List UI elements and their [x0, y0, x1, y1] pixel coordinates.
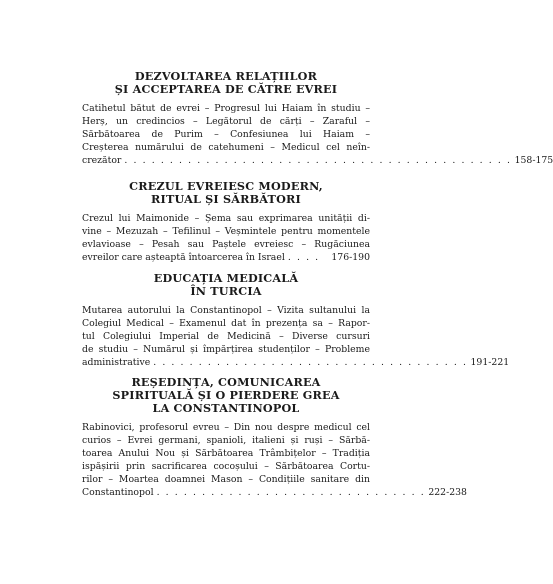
summary-line: Crezul lui Maimonide – Șema sau exprimarea unității di-: [82, 213, 370, 224]
dot-leader: . . . . . . . . . . . . . . . . . . . . . . . . . . . . . . . . . . .: [153, 357, 468, 368]
section-heading: [82, 376, 370, 415]
summary-line: vine – Mezuzah – Tefilinul – Veșmintele pentru momentele: [82, 226, 370, 237]
heading-line: REȘEDINȚA, COMUNICAREA: [131, 375, 321, 389]
summary-last-line: [82, 154, 553, 167]
heading-line: ÎN TURCIA: [190, 284, 262, 298]
summary-line: toarea Anului Nou și Sărbătoarea Trâmbițelor – Tradiția: [82, 448, 370, 459]
section-summary: [82, 102, 553, 167]
summary-line-end: administrative: [82, 357, 151, 368]
dot-leader: . . . . . . . . . . . . . . . . . . . . . . . . . . . . . .: [156, 487, 426, 498]
summary-line-end: evreilor care așteaptă întoarcerea în Israel: [82, 252, 285, 263]
heading-line: RITUAL ȘI SĂRBĂTORI: [151, 192, 301, 206]
summary-line: Colegiul Medical – Examenul dat în prezența sa – Rapor-: [82, 318, 370, 329]
summary-line: rilor – Moartea doamnei Mason – Condițiile sanitare din: [82, 474, 370, 485]
dot-leader: . . . . . . . . . . . . . . . . . . . . . . . . . . . . . . . . . . . . . . . . . . .: [124, 155, 512, 166]
summary-line-end: Constantinopol: [82, 487, 154, 498]
section-summary: [82, 304, 510, 369]
summary-line: Creșterea numărului de catehumeni – Medicul cel neîn-: [82, 142, 370, 153]
summary-line: tul Colegiului Imperial de Medicină – Diverse cursuri: [82, 331, 370, 342]
summary-last-line: [82, 356, 510, 369]
heading-line: LA CONSTANTINOPOL: [152, 401, 300, 415]
toc-section-3: [82, 271, 510, 369]
page-range: 176-190: [331, 252, 370, 263]
section-heading: [82, 70, 370, 96]
toc-section-4: [82, 375, 467, 499]
heading-line: CREZUL EVREIESC MODERN,: [129, 179, 323, 193]
toc-section-1: [82, 69, 553, 167]
summary-last-line: [82, 251, 370, 264]
summary-line: evlavioase – Pesah sau Paștele evreiesc – Rugăciunea: [82, 239, 370, 250]
summary-line: Mutarea autorului la Constantinopol – Vizita sultanului la: [82, 305, 370, 316]
summary-line: Rabinovici, profesorul evreu – Din nou despre medicul cel: [82, 422, 370, 433]
toc-section-2: [82, 180, 370, 264]
summary-line: Herș, un credincios – Legătorul de cărți – Zaraful –: [82, 116, 370, 127]
section-heading: [82, 272, 370, 298]
section-summary: [82, 421, 467, 499]
heading-line: DEZVOLTAREA RELAȚIILOR: [134, 69, 318, 83]
summary-line-end: crezător: [82, 155, 122, 166]
summary-line: Catihetul bătut de evrei – Progresul lui Haiam în studiu –: [82, 103, 370, 114]
summary-line: curios – Evrei germani, spanioli, italieni și ruși – Sărbă-: [82, 435, 370, 446]
page-range: 158-175: [514, 155, 553, 166]
section-summary: [82, 212, 370, 264]
heading-line: EDUCAȚIA MEDICALĂ: [153, 271, 299, 285]
heading-line: ȘI ACCEPTAREA DE CĂTRE EVREI: [114, 82, 338, 96]
heading-line: SPIRITUALĂ ȘI O PIERDERE GREA: [112, 388, 340, 402]
page-range: 191-221: [470, 357, 510, 368]
section-heading: [82, 180, 370, 206]
summary-last-line: [82, 486, 467, 499]
summary-line: de studiu – Numărul și împărțirea studenților – Probleme: [82, 344, 370, 355]
dot-leader: . . . .: [287, 252, 320, 263]
page-range: 222-238: [428, 487, 467, 498]
summary-line: ispășirii prin sacrificarea cocoșului – Sărbătoarea Cortu-: [82, 461, 370, 472]
summary-line: Sărbătoarea de Purim – Confesiunea lui Haiam –: [82, 129, 370, 140]
